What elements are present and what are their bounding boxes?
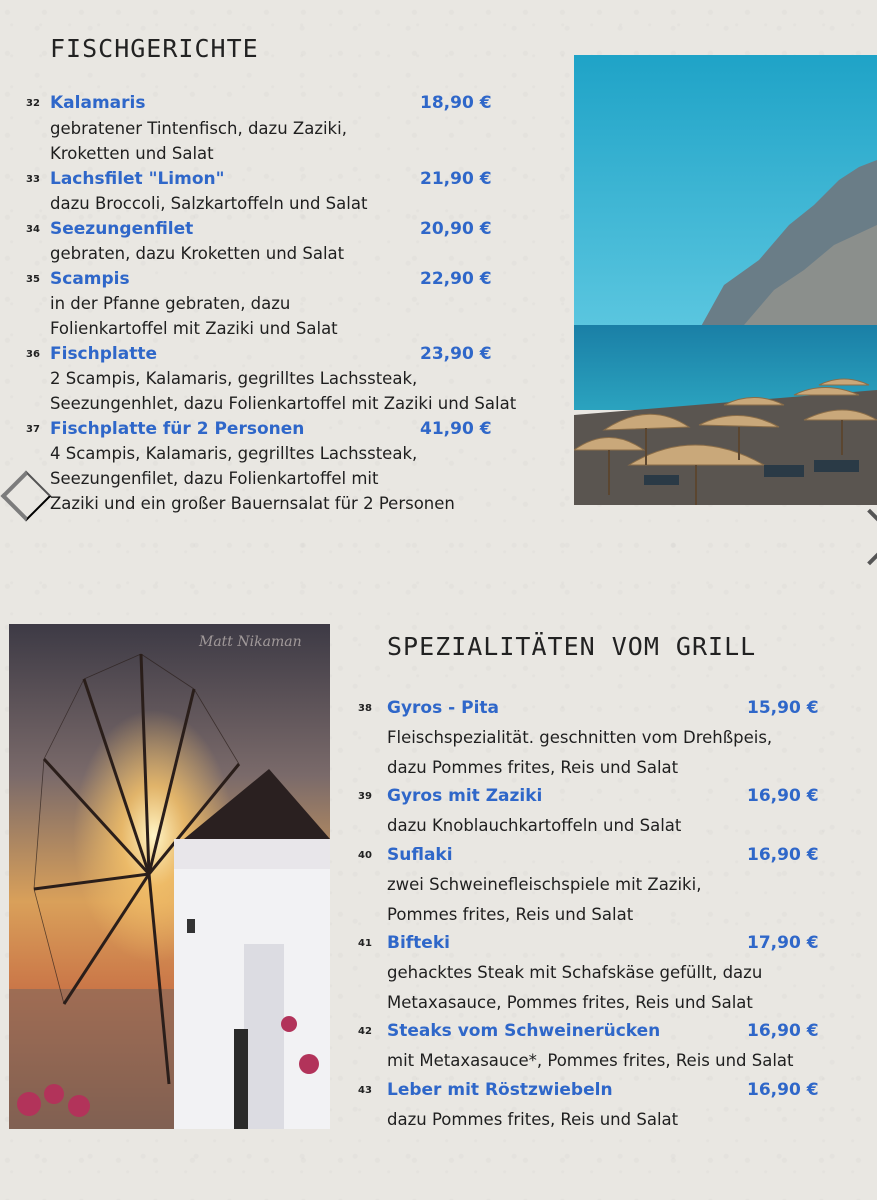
dish-description: dazu Pommes frites, Reis und Salat (387, 1110, 679, 1129)
menu-item (340, 783, 840, 842)
dish-price: 18,90 € (420, 93, 492, 113)
item-number: 37 (26, 424, 40, 435)
section-title-fischgerichte: FISCHGERICHTE (50, 34, 259, 63)
dish-price: 23,90 € (420, 344, 492, 364)
menu-item (0, 266, 540, 341)
dish-price: 20,90 € (420, 219, 492, 239)
dish-price: 41,90 € (420, 419, 492, 439)
menu-item (0, 416, 540, 516)
dish-name: Bifteki (387, 933, 450, 953)
dish-description: zwei Schweinefleischspiele mit Zaziki, Pommes frites, Reis und Salat (387, 875, 702, 924)
menu-item (340, 842, 840, 930)
photographer-signature: Matt Nikaman (199, 634, 302, 650)
menu-item (0, 166, 540, 216)
dish-name: Gyros mit Zaziki (387, 786, 543, 806)
dish-description: gebratener Tintenfisch, dazu Zaziki, Kroketten und Salat (50, 119, 347, 163)
item-number: 42 (358, 1026, 372, 1037)
dish-description: gehacktes Steak mit Schafskäse gefüllt, dazu Metaxasauce, Pommes frites, Reis und Salat (387, 963, 763, 1012)
dish-name: Suflaki (387, 845, 453, 865)
dish-name: Scampis (50, 269, 130, 289)
dish-description: dazu Broccoli, Salzkartoffeln und Salat (50, 194, 368, 213)
dish-price: 15,90 € (747, 698, 819, 718)
dish-description: dazu Knoblauchkartoffeln und Salat (387, 816, 682, 835)
dish-description: Fleischspezialität. geschnitten vom Drehßpeis, dazu Pommes frites, Reis und Salat (387, 728, 773, 777)
dish-name: Fischplatte für 2 Personen (50, 419, 305, 439)
dish-description: mit Metaxasauce*, Pommes frites, Reis und Salat (387, 1051, 794, 1070)
menu-item (340, 1018, 840, 1077)
menu-item (0, 341, 540, 416)
dish-description: 4 Scampis, Kalamaris, gegrilltes Lachssteak, Seezungenfilet, dazu Folienkartoffel mit Zaziki und ein großer Bauernsalat für 2 Personen (50, 444, 455, 513)
dish-description: 2 Scampis, Kalamaris, gegrilltes Lachssteak, Seezungenhlet, dazu Folienkartoffel mit Zaziki und Salat (50, 369, 517, 413)
dish-name: Gyros - Pita (387, 698, 499, 718)
item-number: 36 (26, 349, 40, 360)
dish-name: Fischplatte (50, 344, 157, 364)
item-number: 32 (26, 98, 40, 109)
menu-item (0, 90, 540, 163)
dish-name: Kalamaris (50, 93, 146, 113)
dish-price: 21,90 € (420, 169, 492, 189)
item-number: 33 (26, 174, 40, 185)
dish-description: gebraten, dazu Kroketten und Salat (50, 244, 345, 263)
menu-item (0, 216, 540, 266)
item-number: 39 (358, 791, 372, 802)
dish-price: 22,90 € (420, 269, 492, 289)
windmill-sunset-image (9, 624, 330, 1129)
item-number: 35 (26, 274, 40, 285)
dish-price: 17,90 € (747, 933, 819, 953)
dish-price: 16,90 € (747, 786, 819, 806)
item-number: 41 (358, 938, 372, 949)
dish-price: 16,90 € (747, 1021, 819, 1041)
beach-scene-image (574, 55, 877, 505)
dish-name: Steaks vom Schweinerücken (387, 1021, 661, 1041)
menu-item (340, 1077, 840, 1136)
dish-name: Leber mit Röstzwiebeln (387, 1080, 613, 1100)
menu-item (340, 695, 840, 783)
dish-description: in der Pfanne gebraten, dazu Folienkartoffel mit Zaziki und Salat (50, 294, 338, 338)
item-number: 38 (358, 703, 372, 714)
item-number: 34 (26, 224, 40, 235)
beach-photo (574, 55, 877, 505)
item-number: 40 (358, 850, 372, 861)
dish-price: 16,90 € (747, 845, 819, 865)
section-title-grill: SPEZIALITÄTEN VOM GRILL (387, 632, 757, 661)
dish-price: 16,90 € (747, 1080, 819, 1100)
windmill-photo (9, 624, 330, 1129)
menu-item (340, 930, 840, 1018)
item-number: 43 (358, 1085, 372, 1096)
dish-name: Lachsfilet "Limon" (50, 169, 225, 189)
dish-name: Seezungenfilet (50, 219, 194, 239)
chevron-right-icon[interactable] (842, 509, 877, 566)
